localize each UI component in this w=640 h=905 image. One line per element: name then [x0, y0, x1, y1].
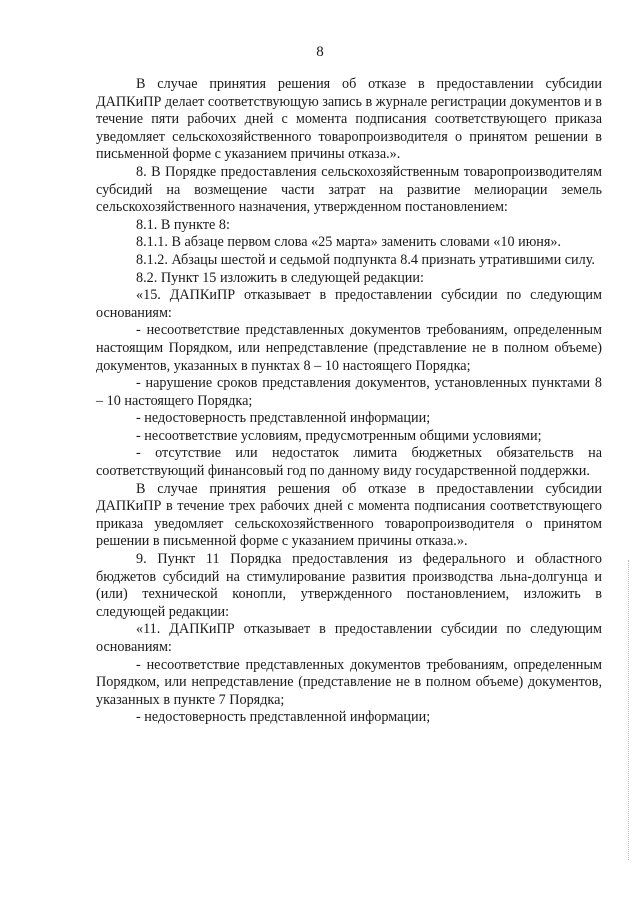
list-item-ground-2: - нарушение сроков представления документов, установленных пунктами 8 – 10 настоящего Порядка; [96, 375, 602, 409]
paragraph-refusal-notice-2: В случае принятия решения об отказе в предоставлении субсидии ДАПКиПР в течение трех рабочих дней с момента подписания соответствующего приказа уведомляет сельскохозяйственного товаропроизводителя о принятом решении в письменной форме с указанием причины отказа.». [96, 480, 602, 550]
paragraph-clause-11: «11. ДАПКиПР отказывает в предоставлении субсидии по следующим основаниям: [96, 621, 602, 655]
paragraph-item-8: 8. В Порядке предоставления сельскохозяйственным товаропроизводителям субсидий на возмещение части затрат на развитие мелиорации земель сельскохозяйственного назначения, утвержденном постановлением: [96, 163, 602, 216]
list-item-ground-5: - отсутствие или недостаток лимита бюджетных обязательств на соответствующий финансовый год по данному виду государственной поддержки. [96, 445, 602, 480]
scan-edge-mark [628, 560, 630, 860]
paragraph-refusal-notice-1: В случае принятия решения об отказе в предоставлении субсидии ДАПКиПР делает соответствующую запись в журнале регистрации документов и в течение пяти рабочих дней с момента подписания соответствующего приказа уведомляет сельскохозяйственного товаропроизводителя о принятом решении в письменной форме с указанием причины отказа.». [96, 76, 602, 163]
paragraph-item-8-1: 8.1. В пункте 8: [136, 216, 230, 233]
list-item-ground-1: - несоответствие представленных документов требованиям, определенным настоящим Порядком, или непредставление (представление не в полном объеме) документов, указанных в пунктах 8 – 10 настоящего Порядка; [96, 322, 602, 374]
list-item-ground-3: - недостоверность представленной информации; [136, 410, 431, 427]
paragraph-clause-15: «15. ДАПКиПР отказывает в предоставлении субсидии по следующим основаниям: [96, 287, 602, 321]
list-item-ground-4: - несоответствие условиям, предусмотренным общими условиями; [136, 427, 542, 444]
paragraph-item-8-1-2: 8.1.2. Абзацы шестой и седьмой подпункта 8.4 признать утратившими силу. [136, 251, 595, 268]
paragraph-item-8-2: 8.2. Пункт 15 изложить в следующей редакции: [136, 269, 424, 286]
list-item-ground-7: - недостоверность представленной информации; [136, 709, 431, 726]
document-body [96, 76, 602, 727]
paragraph-item-9: 9. Пункт 11 Порядка предоставления из федерального и областного бюджетов субсидий на стимулирование развития производства льна-долгунца и (или) технической конопли, утвержденного постановлением, изложить в следующей редакции: [96, 551, 602, 620]
paragraph-item-8-1-1: 8.1.1. В абзаце первом слова «25 марта» заменить словами «10 июня». [136, 234, 562, 251]
page-number: 8 [316, 44, 324, 60]
list-item-ground-6: - несоответствие представленных документов требованиям, определенным Порядком, или непредставление (представление не в полном объеме) документов, указанных в пункте 7 Порядка; [96, 656, 602, 708]
